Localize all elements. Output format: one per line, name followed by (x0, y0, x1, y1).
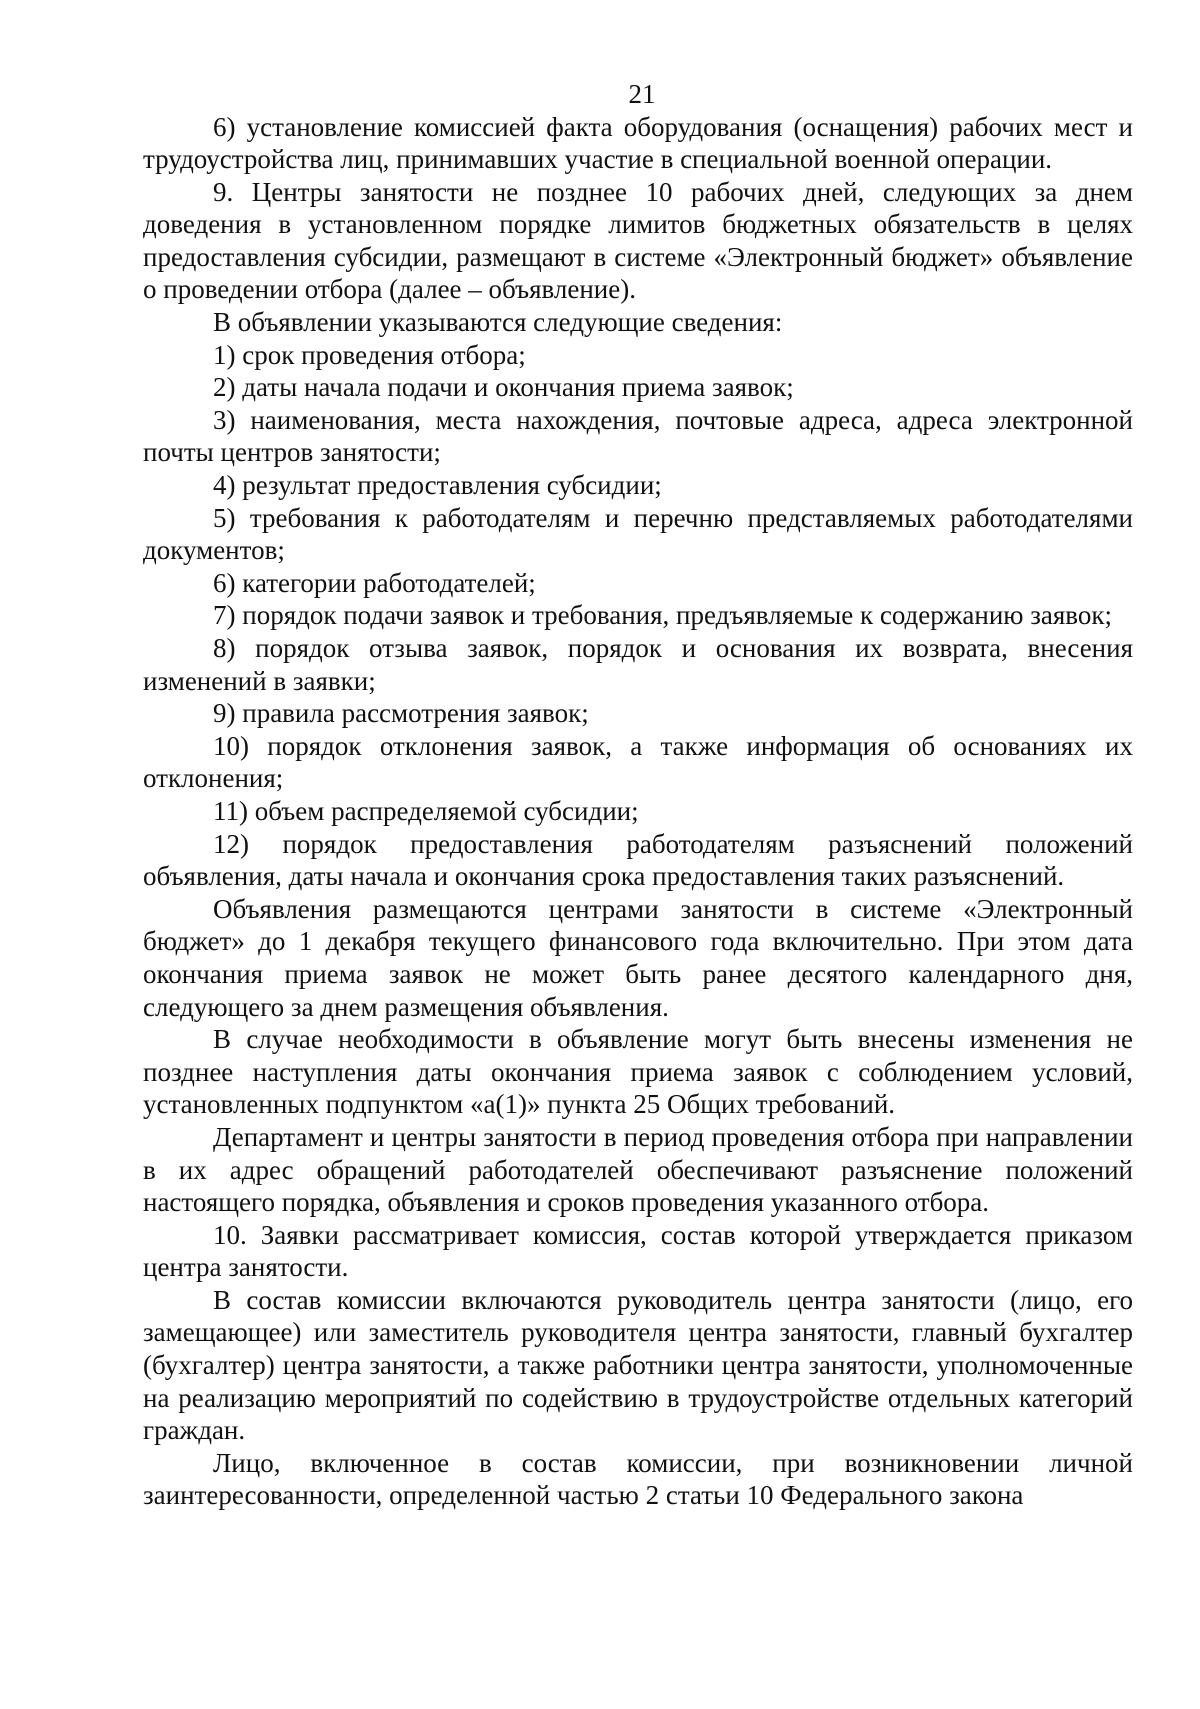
list-item: 6) категории работодателей; (213, 567, 536, 598)
list-item: 9) правила рассмотрения заявок; (213, 698, 589, 729)
list-item: 3) наименования, места нахождения, почтовые адреса, адреса электронной почты центров занятости; (143, 404, 1133, 468)
list-item: 1) срок проведения отбора; (213, 339, 526, 370)
list-item: 2) даты начала подачи и окончания приема заявок; (213, 372, 794, 403)
list-item: 12) порядок предоставления работодателям разъяснений положений объявления, даты начала и окончания срока предоставления таких разъяснений. (143, 828, 1133, 892)
paragraph-clause-9: 9. Центры занятости не позднее 10 рабочих дней, следующих за днем доведения в установленном порядке лимитов бюджетных обязательств в целях предоставления субсидии, размещают в системе «Электронный бюджет» объявление о проведении отбора (далее – объявление). (143, 176, 1133, 305)
list-item: 10) порядок отклонения заявок, а также информация об основаниях их отклонения; (143, 730, 1133, 794)
paragraph-announcement-intro: В объявлении указываются следующие сведения: (213, 307, 783, 338)
list-item: 7) порядок подачи заявок и требования, предъявляемые к содержанию заявок; (213, 600, 1112, 631)
paragraph-announcement-placement: Объявления размещаются центрами занятости в системе «Электронный бюджет» до 1 декабря текущего финансового года включительно. При этом дата окончания приема заявок не может быть ранее десятого календарного дня, следующего за днем размещения объявления. (143, 893, 1133, 1022)
paragraph-commission-composition: В состав комиссии включаются руководитель центра занятости (лицо, его замещающее) или заместитель руководителя центра занятости, главный бухгалтер (бухгалтер) центра занятости, а также работники центра занятости, уполномоченные на реализацию мероприятий по содействию в трудоустройстве отдельных категорий граждан. (143, 1284, 1133, 1446)
list-item: 11) объем распределяемой субсидии; (213, 795, 639, 826)
paragraph-commission-interest: Лицо, включенное в состав комиссии, при возникновении личной заинтересованности, определенной частью 2 статьи 10 Федерального закона (143, 1447, 1133, 1511)
page-number: 21 (628, 79, 656, 109)
paragraph-clause-10: 10. Заявки рассматривает комиссия, состав которой утверждается приказом центра занятости. (143, 1219, 1133, 1283)
document-page (143, 78, 1133, 1512)
paragraph-department-clarification: Департамент и центры занятости в период проведения отбора при направлении в их адрес обращений работодателей обеспечивают разъяснение положений настоящего порядка, объявления и сроков проведения указанного отбора. (143, 1121, 1133, 1218)
paragraph-item-6: 6) установление комиссией факта оборудования (оснащения) рабочих мест и трудоустройства лиц, принимавших участие в специальной военной операции. (143, 111, 1133, 175)
list-item: 5) требования к работодателям и перечню представляемых работодателями документов; (143, 502, 1133, 566)
paragraph-announcement-changes: В случае необходимости в объявление могут быть внесены изменения не позднее наступления даты окончания приема заявок с соблюдением условий, установленных подпунктом «а(1)» пункта 25 Общих требований. (143, 1024, 1133, 1120)
list-item: 8) порядок отзыва заявок, порядок и основания их возврата, внесения изменений в заявки; (143, 633, 1133, 696)
list-item: 4) результат предоставления субсидии; (213, 470, 662, 501)
